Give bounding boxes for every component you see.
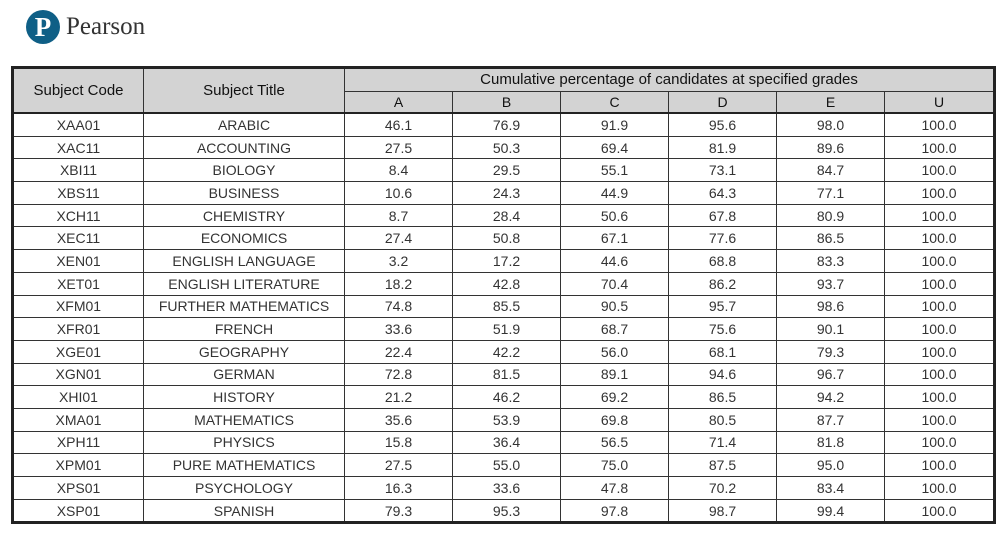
subject-code-cell: XPH11 xyxy=(13,431,144,454)
grade-d-cell: 67.8 xyxy=(669,204,777,227)
grade-c-cell: 68.7 xyxy=(561,318,669,341)
grade-c-cell: 67.1 xyxy=(561,227,669,250)
table-row xyxy=(13,454,995,477)
subject-code-cell: XSP01 xyxy=(13,499,144,523)
grade-b-cell: 42.8 xyxy=(453,272,561,295)
pearson-logo-icon: P xyxy=(26,10,60,44)
grade-c-cell: 56.0 xyxy=(561,340,669,363)
grade-e-cell: 89.6 xyxy=(777,136,885,159)
grade-b-cell: 95.3 xyxy=(453,499,561,523)
grade-u-cell: 100.0 xyxy=(885,454,995,477)
header-subject-code: Subject Code xyxy=(13,68,144,114)
grade-e-cell: 96.7 xyxy=(777,363,885,386)
subject-title-cell: BIOLOGY xyxy=(144,159,345,182)
table-row xyxy=(13,499,995,523)
grade-e-cell: 98.6 xyxy=(777,295,885,318)
grade-u-cell: 100.0 xyxy=(885,340,995,363)
grade-e-cell: 79.3 xyxy=(777,340,885,363)
subject-code-cell: XPS01 xyxy=(13,477,144,500)
grade-a-cell: 21.2 xyxy=(345,386,453,409)
header-grade-d: D xyxy=(669,92,777,114)
table-row xyxy=(13,204,995,227)
grade-a-cell: 72.8 xyxy=(345,363,453,386)
brand-name: Pearson xyxy=(66,13,146,40)
grade-statistics-table xyxy=(11,66,996,524)
grade-a-cell: 10.6 xyxy=(345,182,453,205)
grade-u-cell: 100.0 xyxy=(885,363,995,386)
subject-title-cell: ARABIC xyxy=(144,113,345,136)
subject-title-cell: HISTORY xyxy=(144,386,345,409)
grade-b-cell: 51.9 xyxy=(453,318,561,341)
header-grade-e: E xyxy=(777,92,885,114)
grade-e-cell: 98.0 xyxy=(777,113,885,136)
table-row xyxy=(13,477,995,500)
grade-u-cell: 100.0 xyxy=(885,477,995,500)
grade-e-cell: 93.7 xyxy=(777,272,885,295)
grade-a-cell: 16.3 xyxy=(345,477,453,500)
table-row xyxy=(13,113,995,136)
grade-e-cell: 83.3 xyxy=(777,250,885,273)
subject-title-cell: ECONOMICS xyxy=(144,227,345,250)
grade-u-cell: 100.0 xyxy=(885,499,995,523)
grade-a-cell: 8.7 xyxy=(345,204,453,227)
grade-d-cell: 77.6 xyxy=(669,227,777,250)
header-grade-b: B xyxy=(453,92,561,114)
grade-u-cell: 100.0 xyxy=(885,204,995,227)
subject-title-cell: FRENCH xyxy=(144,318,345,341)
grade-b-cell: 42.2 xyxy=(453,340,561,363)
grade-c-cell: 75.0 xyxy=(561,454,669,477)
table-row xyxy=(13,408,995,431)
subject-title-cell: ENGLISH LITERATURE xyxy=(144,272,345,295)
grade-e-cell: 81.8 xyxy=(777,431,885,454)
grade-e-cell: 99.4 xyxy=(777,499,885,523)
table-row xyxy=(13,227,995,250)
subject-title-cell: BUSINESS xyxy=(144,182,345,205)
grade-b-cell: 85.5 xyxy=(453,295,561,318)
grade-a-cell: 15.8 xyxy=(345,431,453,454)
table-row xyxy=(13,182,995,205)
grade-e-cell: 84.7 xyxy=(777,159,885,182)
subject-title-cell: SPANISH xyxy=(144,499,345,523)
table-row xyxy=(13,386,995,409)
grade-e-cell: 77.1 xyxy=(777,182,885,205)
subject-title-cell: MATHEMATICS xyxy=(144,408,345,431)
subject-code-cell: XGN01 xyxy=(13,363,144,386)
grade-e-cell: 86.5 xyxy=(777,227,885,250)
grade-d-cell: 71.4 xyxy=(669,431,777,454)
grade-e-cell: 83.4 xyxy=(777,477,885,500)
grade-u-cell: 100.0 xyxy=(885,295,995,318)
header-cumulative-percentage: Cumulative percentage of candidates at specified grades xyxy=(345,68,995,92)
subject-title-cell: GERMAN xyxy=(144,363,345,386)
subject-code-cell: XAA01 xyxy=(13,113,144,136)
grade-u-cell: 100.0 xyxy=(885,182,995,205)
grade-d-cell: 68.1 xyxy=(669,340,777,363)
subject-title-cell: PURE MATHEMATICS xyxy=(144,454,345,477)
grade-u-cell: 100.0 xyxy=(885,431,995,454)
table-row xyxy=(13,318,995,341)
table-row xyxy=(13,136,995,159)
grade-c-cell: 70.4 xyxy=(561,272,669,295)
table-row xyxy=(13,272,995,295)
grade-u-cell: 100.0 xyxy=(885,159,995,182)
grade-u-cell: 100.0 xyxy=(885,113,995,136)
header-grade-c: C xyxy=(561,92,669,114)
grade-a-cell: 8.4 xyxy=(345,159,453,182)
grade-u-cell: 100.0 xyxy=(885,250,995,273)
subject-code-cell: XAC11 xyxy=(13,136,144,159)
grade-a-cell: 46.1 xyxy=(345,113,453,136)
grade-e-cell: 94.2 xyxy=(777,386,885,409)
grade-e-cell: 95.0 xyxy=(777,454,885,477)
table-row xyxy=(13,295,995,318)
subject-code-cell: XGE01 xyxy=(13,340,144,363)
grade-u-cell: 100.0 xyxy=(885,272,995,295)
subject-code-cell: XPM01 xyxy=(13,454,144,477)
grade-d-cell: 70.2 xyxy=(669,477,777,500)
grade-b-cell: 28.4 xyxy=(453,204,561,227)
grade-a-cell: 79.3 xyxy=(345,499,453,523)
subject-code-cell: XMA01 xyxy=(13,408,144,431)
grade-c-cell: 47.8 xyxy=(561,477,669,500)
grade-e-cell: 87.7 xyxy=(777,408,885,431)
subject-code-cell: XEC11 xyxy=(13,227,144,250)
grade-c-cell: 50.6 xyxy=(561,204,669,227)
grade-d-cell: 73.1 xyxy=(669,159,777,182)
table-row xyxy=(13,340,995,363)
grade-c-cell: 69.4 xyxy=(561,136,669,159)
grade-b-cell: 33.6 xyxy=(453,477,561,500)
grade-b-cell: 81.5 xyxy=(453,363,561,386)
header-grade-a: A xyxy=(345,92,453,114)
table-row xyxy=(13,250,995,273)
grade-b-cell: 55.0 xyxy=(453,454,561,477)
grade-b-cell: 29.5 xyxy=(453,159,561,182)
grade-a-cell: 22.4 xyxy=(345,340,453,363)
grade-b-cell: 50.8 xyxy=(453,227,561,250)
grade-b-cell: 36.4 xyxy=(453,431,561,454)
subject-code-cell: XFM01 xyxy=(13,295,144,318)
subject-code-cell: XEN01 xyxy=(13,250,144,273)
grade-a-cell: 74.8 xyxy=(345,295,453,318)
grade-b-cell: 46.2 xyxy=(453,386,561,409)
header-grade-u: U xyxy=(885,92,995,114)
table-row xyxy=(13,431,995,454)
grade-c-cell: 56.5 xyxy=(561,431,669,454)
grade-b-cell: 53.9 xyxy=(453,408,561,431)
grade-a-cell: 27.4 xyxy=(345,227,453,250)
subject-title-cell: PHYSICS xyxy=(144,431,345,454)
table-row xyxy=(13,363,995,386)
grade-d-cell: 81.9 xyxy=(669,136,777,159)
grade-c-cell: 97.8 xyxy=(561,499,669,523)
grade-c-cell: 91.9 xyxy=(561,113,669,136)
grade-d-cell: 68.8 xyxy=(669,250,777,273)
grade-u-cell: 100.0 xyxy=(885,386,995,409)
grade-d-cell: 86.2 xyxy=(669,272,777,295)
subject-title-cell: GEOGRAPHY xyxy=(144,340,345,363)
grade-d-cell: 64.3 xyxy=(669,182,777,205)
grade-d-cell: 80.5 xyxy=(669,408,777,431)
grade-a-cell: 27.5 xyxy=(345,454,453,477)
grade-d-cell: 87.5 xyxy=(669,454,777,477)
subject-code-cell: XFR01 xyxy=(13,318,144,341)
subject-title-cell: ENGLISH LANGUAGE xyxy=(144,250,345,273)
grade-c-cell: 69.8 xyxy=(561,408,669,431)
grade-u-cell: 100.0 xyxy=(885,136,995,159)
grade-c-cell: 44.6 xyxy=(561,250,669,273)
grade-b-cell: 17.2 xyxy=(453,250,561,273)
header-subject-title: Subject Title xyxy=(144,68,345,114)
subject-code-cell: XBI11 xyxy=(13,159,144,182)
subject-code-cell: XHI01 xyxy=(13,386,144,409)
grade-d-cell: 86.5 xyxy=(669,386,777,409)
subject-code-cell: XET01 xyxy=(13,272,144,295)
subject-title-cell: PSYCHOLOGY xyxy=(144,477,345,500)
grade-c-cell: 55.1 xyxy=(561,159,669,182)
grade-d-cell: 94.6 xyxy=(669,363,777,386)
grade-a-cell: 18.2 xyxy=(345,272,453,295)
grade-e-cell: 80.9 xyxy=(777,204,885,227)
grade-d-cell: 95.6 xyxy=(669,113,777,136)
grade-c-cell: 69.2 xyxy=(561,386,669,409)
grade-d-cell: 95.7 xyxy=(669,295,777,318)
table-header xyxy=(13,68,995,114)
table-row xyxy=(13,159,995,182)
grade-e-cell: 90.1 xyxy=(777,318,885,341)
grade-u-cell: 100.0 xyxy=(885,408,995,431)
subject-title-cell: ACCOUNTING xyxy=(144,136,345,159)
subject-title-cell: CHEMISTRY xyxy=(144,204,345,227)
grade-a-cell: 33.6 xyxy=(345,318,453,341)
grade-b-cell: 76.9 xyxy=(453,113,561,136)
grade-a-cell: 3.2 xyxy=(345,250,453,273)
table-body xyxy=(13,113,995,523)
subject-title-cell: FURTHER MATHEMATICS xyxy=(144,295,345,318)
subject-code-cell: XBS11 xyxy=(13,182,144,205)
grade-b-cell: 24.3 xyxy=(453,182,561,205)
grade-d-cell: 75.6 xyxy=(669,318,777,341)
grade-u-cell: 100.0 xyxy=(885,227,995,250)
grade-c-cell: 89.1 xyxy=(561,363,669,386)
grade-c-cell: 90.5 xyxy=(561,295,669,318)
subject-code-cell: XCH11 xyxy=(13,204,144,227)
grade-c-cell: 44.9 xyxy=(561,182,669,205)
grade-a-cell: 35.6 xyxy=(345,408,453,431)
grade-a-cell: 27.5 xyxy=(345,136,453,159)
grade-u-cell: 100.0 xyxy=(885,318,995,341)
pearson-logo xyxy=(26,10,145,44)
grade-d-cell: 98.7 xyxy=(669,499,777,523)
grade-b-cell: 50.3 xyxy=(453,136,561,159)
